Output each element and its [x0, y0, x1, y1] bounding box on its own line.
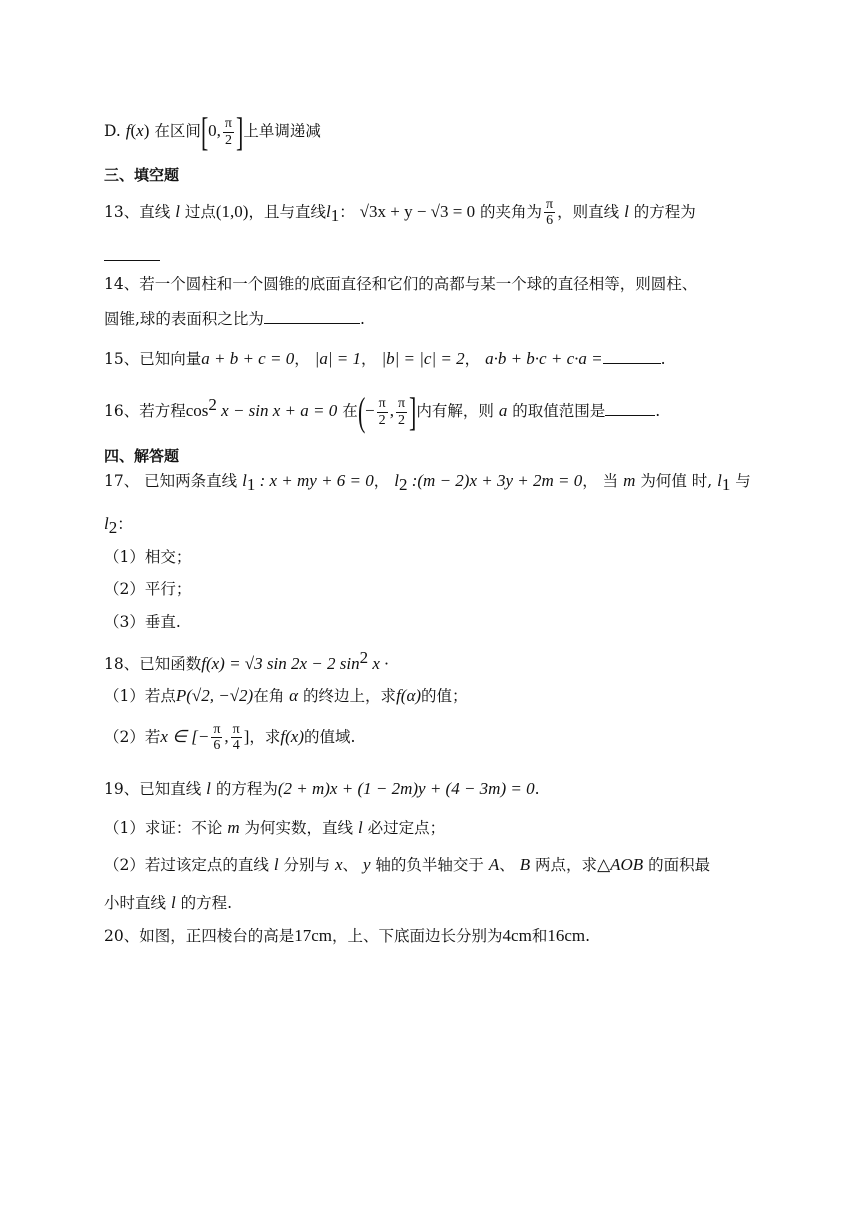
question-19-part-1: （1）求证：不论 m 为何实数，直线 l 必过定点；: [104, 818, 446, 837]
question-18: 18、已知函数f(x) = √3 sin 2x − 2 $\sin^2 x$ ·: [104, 648, 389, 674]
line-equation: √3x + y − √3 = 0: [359, 201, 476, 221]
question-20: 20、如图，正四棱台的高是17cm，上、下底面边长分别为4cm和16cm.: [104, 926, 591, 945]
interval-start: 0,: [208, 121, 221, 140]
question-14: 14、若一个圆柱和一个圆锥的底面直径和它们的高都与某一个球的直径相等，则圆柱、: [104, 275, 698, 293]
answer-blank-16: [605, 399, 655, 416]
line-equation: (2 + m)x + (1 − 2m)y + (4 − 3m) = 0: [277, 779, 535, 798]
fraction: $\frac{\pi}{6}$: [546, 197, 554, 229]
question-17-item-3: （3）垂直.: [104, 613, 181, 631]
fraction: $\frac{\pi}{2}$: [397, 396, 406, 428]
question-17-item-1: （1）相交；: [104, 548, 192, 566]
abs-bc: |b| = |c| = 2: [381, 349, 465, 368]
math-f: f: [125, 121, 131, 140]
question-17: 17、 已知两条直线 $l_1$ : x + my + 6 = 0， $l_2$ :(m − 2)x + 3y + 2m = 0， 当 m 为何值 时, $l_1$ 与: [104, 471, 751, 495]
equation: x − sin x + a = 0: [216, 401, 338, 420]
option-d-text-end: 上单调递减: [243, 122, 321, 140]
option-d: D. f(x) 在区间[0, $\frac{\pi}{2}$ ]上单调递减: [104, 109, 321, 154]
question-18-part-2: （2）若x ∈ [− $\frac{\pi}{6}$ , $\frac{\pi}{4}$ ]，求f(x)的值域.: [104, 722, 356, 754]
question-17-item-2: （2）平行；: [104, 580, 192, 598]
vector-sum: a + b + c = 0: [201, 349, 295, 368]
point: (1,0): [215, 201, 249, 221]
function-definition: f(x) = √3 sin 2x − 2 sin: [201, 654, 360, 674]
question-19: 19、已知直线 l 的方程为(2 + m)x + (1 − 2m)y + (4 − 3m) = 0.: [104, 779, 540, 798]
question-16: 16、若方程$\cos^2 x - \sin x + a = 0$ 在(− $\frac{\pi}{2}$ , $\frac{\pi}{2}$ ]内有解，则 a 的取值范围是 .: [104, 389, 661, 434]
height-value: 17cm: [294, 926, 333, 945]
section-heading-solve: 四、解答题: [104, 447, 180, 465]
fraction: $\frac{\pi}{2}$: [224, 116, 232, 148]
fraction: $\frac{\pi}{6}$: [213, 722, 221, 754]
abs-a: |a| = 1: [314, 349, 361, 368]
answer-blank-13: [104, 244, 160, 265]
line-l1-equation: : x + my + 6 = 0: [255, 471, 374, 490]
line-l2-equation: :(m − 2)x + 3y + 2m = 0: [407, 471, 583, 490]
question-19-part-2-line2: 小时直线 l 的方程.: [104, 893, 233, 912]
option-label: D.: [104, 122, 121, 140]
bottom-edge-value: 16cm: [547, 926, 586, 945]
question-15: 15、已知向量a + b + c = 0， |a| = 1， |b| = |c| = 2， a·b + b·c + c·a = .: [104, 349, 666, 368]
question-17-line2: $l_2$：: [104, 514, 133, 538]
section-heading-fill-blank: 三、填空题: [104, 166, 180, 184]
option-d-text: 在区间: [154, 122, 201, 140]
point-p: P(√2, −√2): [175, 686, 254, 705]
answer-blank-14: [264, 307, 360, 324]
question-19-part-2: （2）若过该定点的直线 l 分别与 x、 y 轴的负半轴交于 A、 B 两点，求△AOB 的面积最: [104, 855, 711, 874]
dot-sum: a·b + b·c + c·a =: [485, 349, 603, 368]
question-14-line2: 圆锥,球的表面积之比为 .: [104, 307, 365, 329]
fraction: $\frac{\pi}{2}$: [378, 396, 386, 428]
question-18-part-1: （1）若点P(√2, −√2)在角 α 的终边上，求f(α)的值；: [104, 686, 468, 705]
fraction: $\frac{\pi}{4}$: [232, 722, 240, 754]
math-x: x: [136, 121, 144, 140]
answer-blank-15: [603, 347, 661, 364]
question-13: 13、直线 l 过点(1,0)，且与直线$l_1$： √3x + y − √3 = 0 的夹角为 $\frac{\pi}{6}$ ，则直线 l 的方程为: [104, 197, 696, 229]
top-edge-value: 4cm: [502, 926, 532, 945]
